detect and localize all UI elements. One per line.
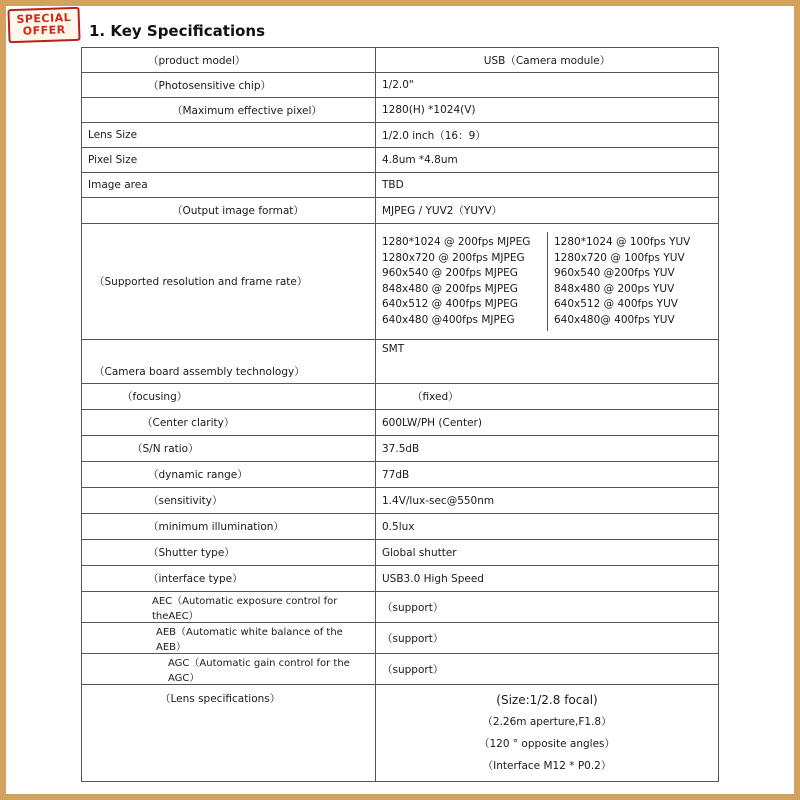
table-row (82, 198, 719, 224)
table-row (82, 592, 719, 623)
table-row (82, 123, 719, 148)
mjpeg-rate: 848x480 @ 200fps MJPEG (382, 282, 518, 295)
lens-line: (Size:1/2.8 focal) (496, 693, 598, 707)
spec-label: （focusing） (82, 384, 376, 410)
section-heading: 1. Key Specifications (89, 22, 265, 40)
spec-label: （interface type） (82, 566, 376, 592)
spec-value: Global shutter (376, 540, 719, 566)
table-row (82, 540, 719, 566)
spec-label: Lens Size (82, 123, 376, 148)
spec-value: （fixed） (376, 384, 719, 410)
mjpeg-rate: 960x540 @ 200fps MJPEG (382, 267, 518, 279)
lens-line: （2.26m aperture,F1.8） (482, 716, 612, 728)
mjpeg-rate: 1280x720 @ 200fps MJPEG (382, 251, 525, 264)
spec-value: 1/2.0 inch（16：9） (376, 123, 719, 148)
spec-value: USB3.0 High Speed (376, 566, 719, 592)
badge-line-1: SPECIAL (16, 11, 72, 26)
spec-label: （Camera board assembly technology） (82, 340, 376, 384)
table-row-lens (82, 685, 719, 782)
spec-label: （minimum illumination） (82, 514, 376, 540)
spec-value: 600LW/PH (Center) (376, 410, 719, 436)
spec-value: 1280(H) *1024(V) (376, 98, 719, 123)
mjpeg-rate: 640x480 @400fps MJPEG (382, 313, 515, 326)
spec-value: 4.8um *4.8um (376, 148, 719, 173)
mjpeg-column (382, 232, 547, 331)
spec-value: MJPEG / YUV2（YUYV） (376, 198, 719, 224)
yuv-rate: 640x512 @ 400fps YUV (554, 298, 678, 310)
yuv-rate: 960x540 @200fps YUV (554, 267, 675, 279)
lens-line: （120 ° opposite angles） (478, 738, 616, 750)
spec-table (81, 47, 719, 782)
table-row (82, 623, 719, 654)
table-row (82, 488, 719, 514)
table-row (82, 436, 719, 462)
spec-value: 1/2.0" (376, 73, 719, 98)
table-row (82, 173, 719, 198)
spec-label: （Maximum effective pixel） (82, 98, 376, 123)
table-row (82, 73, 719, 98)
table-row (82, 514, 719, 540)
spec-label: （Photosensitive chip） (82, 73, 376, 98)
spec-value: 77dB (376, 462, 719, 488)
spec-value: TBD (376, 173, 719, 198)
spec-value: （support） (376, 654, 719, 685)
lens-line: （Interface M12 * P0.2） (482, 760, 612, 772)
spec-label: Image area (82, 173, 376, 198)
yuv-rate: 848x480 @ 200ps YUV (554, 282, 675, 295)
table-row (82, 148, 719, 173)
yuv-rate: 1280*1024 @ 100fps YUV (554, 236, 691, 248)
mjpeg-rate: 1280*1024 @ 200fps MJPEG (382, 236, 531, 248)
spec-label: （S/N ratio） (82, 436, 376, 462)
spec-value: （support） (376, 623, 719, 654)
table-row (82, 340, 719, 384)
yuv-rate: 640x480@ 400fps YUV (554, 313, 675, 326)
resolution-cell (376, 224, 719, 340)
spec-label: Pixel Size (82, 148, 376, 173)
spec-label: AGC（Automatic gain control for the AGC） (82, 654, 376, 685)
table-row (82, 410, 719, 436)
spec-value: SMT (376, 340, 719, 384)
table-row (82, 48, 719, 73)
table-row (82, 566, 719, 592)
yuv-column (547, 232, 712, 331)
spec-label: （Shutter type） (82, 540, 376, 566)
table-row-resolution (82, 224, 719, 340)
badge-line-2: OFFER (22, 23, 66, 38)
lens-lines (382, 685, 712, 781)
lens-cell (376, 685, 719, 782)
spec-label: （product model） (82, 48, 376, 73)
special-offer-badge (7, 7, 80, 43)
table-row (82, 462, 719, 488)
table-row (82, 384, 719, 410)
spec-label: （Lens specifications） (82, 685, 376, 782)
spec-label: （Center clarity） (82, 410, 376, 436)
resolution-columns (382, 232, 712, 331)
table-row (82, 98, 719, 123)
spec-value: 0.5lux (376, 514, 719, 540)
yuv-rate: 1280x720 @ 100fps YUV (554, 251, 685, 264)
mjpeg-rate: 640x512 @ 400fps MJPEG (382, 298, 518, 310)
spec-label: AEB（Automatic white balance of the AEB） (82, 623, 376, 654)
spec-value: （support） (376, 592, 719, 623)
spec-value: 1.4V/lux-sec@550nm (376, 488, 719, 514)
spec-label: （dynamic range） (82, 462, 376, 488)
spec-label: （Output image format） (82, 198, 376, 224)
spec-value: USB（Camera module） (376, 48, 719, 73)
spec-label: （sensitivity） (82, 488, 376, 514)
spec-label: AEC（Automatic exposure control for theAEC） (82, 592, 376, 623)
spec-value: 37.5dB (376, 436, 719, 462)
spec-label: （Supported resolution and frame rate） (82, 224, 376, 340)
table-row (82, 654, 719, 685)
